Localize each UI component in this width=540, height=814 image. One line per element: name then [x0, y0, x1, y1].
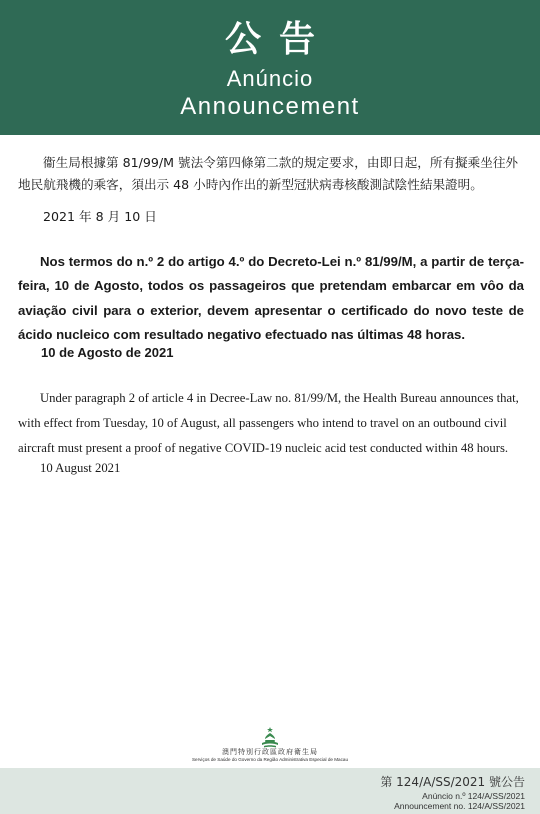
portuguese-date: 10 de Agosto de 2021 — [41, 345, 174, 360]
english-paragraph: Under paragraph 2 of article 4 in Decree-Law no. 81/99/M, the Health Bureau announces that, with effect from Tuesday, 10 of August, all passengers who intend to travel on an outbound civil aircraft must present a proof of negative COVID-19 nucleic acid test conducted within 48 hours. — [18, 391, 519, 455]
portuguese-paragraph: Nos termos do n.º 2 do artigo 4.º do Decreto-Lei n.º 81/99/M, a partir de terça-feira, 10 de Agosto, todos os passageiros que pretendam embarcar em vôo da aviação civil para o exterior, devem apresentar o certificado do novo teste de ácido nucleico com resultado negativo efectuado nas últimas 48 horas. — [18, 254, 524, 342]
chinese-paragraph: 衞生局根據第 81/99/M 號法令第四條第二款的規定要求，由即日起，所有擬乘坐往外地民航飛機的乘客，須出示 48 小時內作出的新型冠狀病毒核酸測試陰性結果證明。 — [18, 155, 519, 192]
chinese-date: 2021 年 8 月 10 日 — [43, 209, 157, 224]
title-portuguese: Anúncio — [226, 66, 314, 91]
reference-number-portuguese: Anúncio n.º 124/A/SS/2021 — [422, 791, 525, 801]
english-date: 10 August 2021 — [40, 461, 121, 475]
agency-name-portuguese: Serviços de Saúde do Governo da Região Administrativa Especial de Macau — [191, 757, 349, 762]
title-chinese: 公告 — [224, 19, 333, 60]
reference-number-chinese: 第 124/A/SS/2021 號公告 — [380, 775, 525, 789]
agency-name-chinese: 澳門特別行政區政府衛生局 — [222, 748, 318, 756]
title-english: Announcement — [180, 93, 360, 120]
reference-number-english: Announcement no. 124/A/SS/2021 — [394, 801, 525, 811]
macau-sar-emblem-icon — [257, 726, 283, 748]
announcement-header — [0, 0, 540, 135]
